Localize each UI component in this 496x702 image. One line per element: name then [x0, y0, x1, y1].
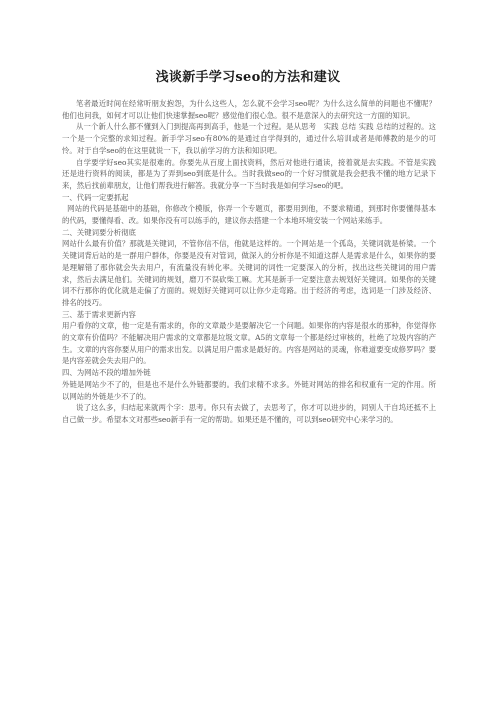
paragraph-intro-1: 笔者最近时间在经常听朋友抱怨，为什么这些人，怎么就不会学习seo呢？为什么这么简单的问题也不懂呢？他们也问我，如何才可以让他们快速掌握seo呢？感觉他们很心急。很不是意深入的去研究这一方面的知识。: [62, 99, 436, 120]
section-body-code: 网站的代码是基础中的基础，你修改个模版，你弄一个专题页，都要用到他，不要求精通，到那时你要懂得基本的代码，要懂得看、改。如果你没有可以练手的，建议你去搭建一个本地环境安装一个网站来练手。: [62, 204, 436, 226]
section-body-backlinks: 外链是网站少不了的，但是也不是什么外链都要的。我们求精不求多。外链对网站的排名和权重有一定的作用。所以网站的外链是少不了的。: [62, 379, 436, 401]
section-body-keywords: 网站什么最有价值？那就是关键词，不管你信不信，他就是这样的。一个网站是一个孤岛，关键词就是桥梁。一个关键词背后站的是一群用户群体，你要是没有对管词，做深入的分析你是不知道这群人是需求是什么，如果你的要是理解错了那你就会失去用户，有流量没有转化率。关键词的词性一定要深入的分析，找出这些关键词的用户需求，然后去满足他们。关键词的规划，磨刀不误砍柴工嘛。尤其是新手一定要注意去规划好关键词。如果你的关键词不行那你的优化就是走偏了方面的。规划好关键词可以让你少走弯路。出于经济的考虑，选词是一门涉及经济、排名的技巧。: [62, 239, 436, 307]
section-body-content: 用户看你的文章，他一定是有需求的，你的文章最少是要解决它一个问题。如果你的内容是很水的那种，你觉得你的文章有价值吗？不能解决用户需求的文章都是垃圾文章。A5的文章每一个都是经过审核的，杜绝了垃圾内容的产生。文章的内容你要从用户的需求出发。以满足用户需求是最好的。内容是网站的灵魂，你难道要变成修罗吗？要是内容差就会失去用户的。: [62, 321, 436, 366]
section-heading-code: 一、代码一定要抓起: [62, 192, 129, 202]
paragraph-intro-3: 自学要学好seo其实是很难的。你要先从百度上面找资料，然后对他进行通读，接着就是去实践。不管是实践还是进行资料的阅读，都是为了弄到seo到底是什么。当时我做seo的一个好习惯就是我会把我不懂的地方记录下来，然后找前辈朋友，让他们帮我进行解答。我就分享一下当时我是如何学习seo的吧。: [62, 157, 436, 190]
paragraph-intro-2: 从一个新人什么都不懂到入门到提高再到高手，他是一个过程。是从思考 实践 总结 实践 总结的过程的。这一个是一个完整的求知过程。新手学习seo有80%的是通过自学得到的，通过什么培训或者是师傅教的是少的可怜。对于自学seo的在这里就说一下，我以前学习的方法和知识吧。: [62, 122, 436, 155]
paragraph-closing: 说了这么多，归结起来就两个字：思考。你只有去做了，去思考了，你才可以进步的，同别人干自坞还抵不上自己做一步。希望本文对那些seo新手有一定的帮助。如果还是不懂的，可以到seo研究中心来学习的。: [62, 403, 436, 424]
document-body: [62, 98, 436, 426]
section-heading-keywords: 二、关键词要分析彻底: [62, 227, 136, 237]
section-heading-backlinks: 四、为网站不段的增加外链: [62, 368, 151, 378]
document-title: 浅谈新手学习seo的方法和建议: [155, 70, 341, 85]
section-heading-content: 三、基于需求更新内容: [62, 309, 136, 319]
